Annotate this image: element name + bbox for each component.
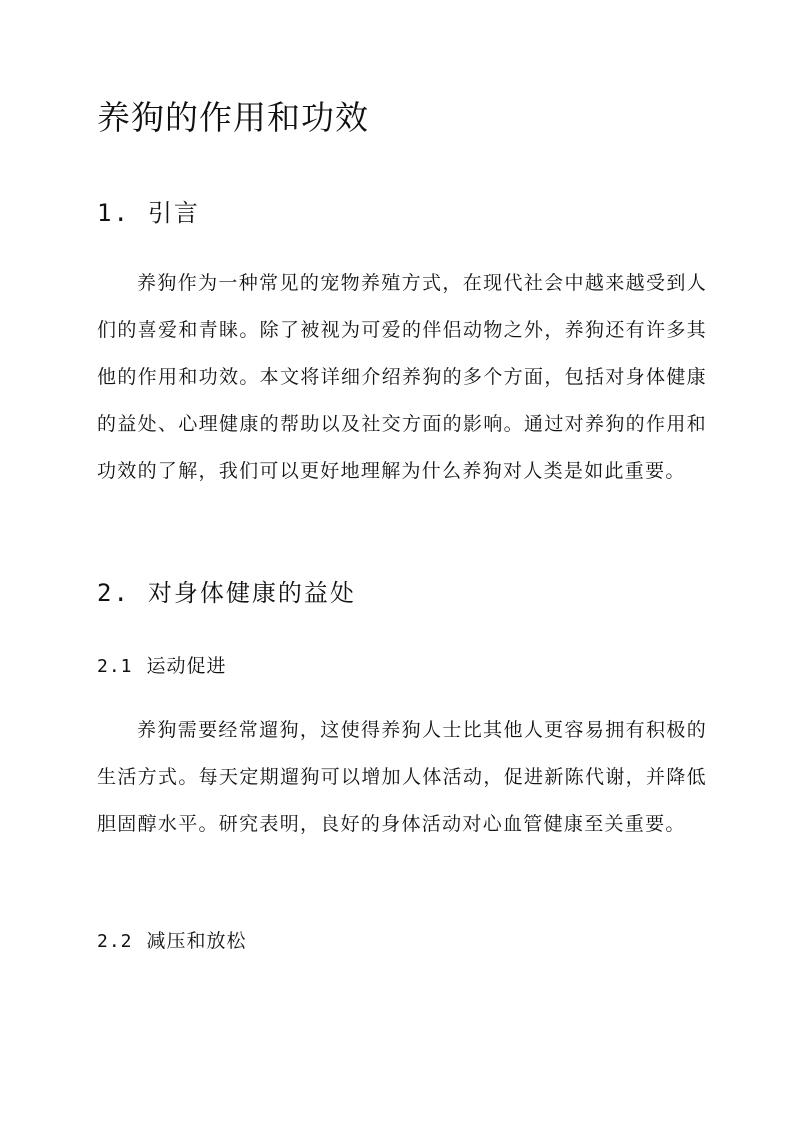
subsection-heading-exercise (97, 652, 227, 681)
introduction-paragraph: 养狗作为一种常见的宠物养殖方式，在现代社会中越来越受到人们的喜爱和青睐。除了被视为可爱的伴侣动物之外，养狗还有许多其他的作用和功效。本文将详细介绍养狗的多个方面，包括对身体健康的益处、心理健康的帮助以及社交方面的影响。通过对养狗的作用和功效的了解，我们可以更好地理解为什么养狗对人类是如此重要。 (97, 272, 707, 482)
section-heading-introduction (97, 196, 200, 230)
section-title: 引言 (147, 199, 200, 227)
document-title: 养狗的作用和功效 (97, 98, 369, 137)
subsection-number: 2.1 (97, 656, 133, 677)
exercise-paragraph: 养狗需要经常遛狗，这使得养狗人士比其他人更容易拥有积极的生活方式。每天定期遛狗可以增加人体活动，促进新陈代谢，并降低胆固醇水平。研究表明，良好的身体活动对心血管健康至关重要。 (97, 719, 707, 835)
subsection-heading-stress-relief (97, 927, 247, 956)
section-number: 2. (97, 579, 130, 607)
subsection-title: 减压和放松 (146, 930, 247, 952)
section-number: 1. (97, 199, 130, 227)
section-title: 对身体健康的益处 (147, 579, 356, 607)
subsection-title: 运动促进 (146, 655, 227, 677)
subsection-number: 2.2 (97, 931, 133, 952)
section-heading-physical-health (97, 576, 356, 610)
